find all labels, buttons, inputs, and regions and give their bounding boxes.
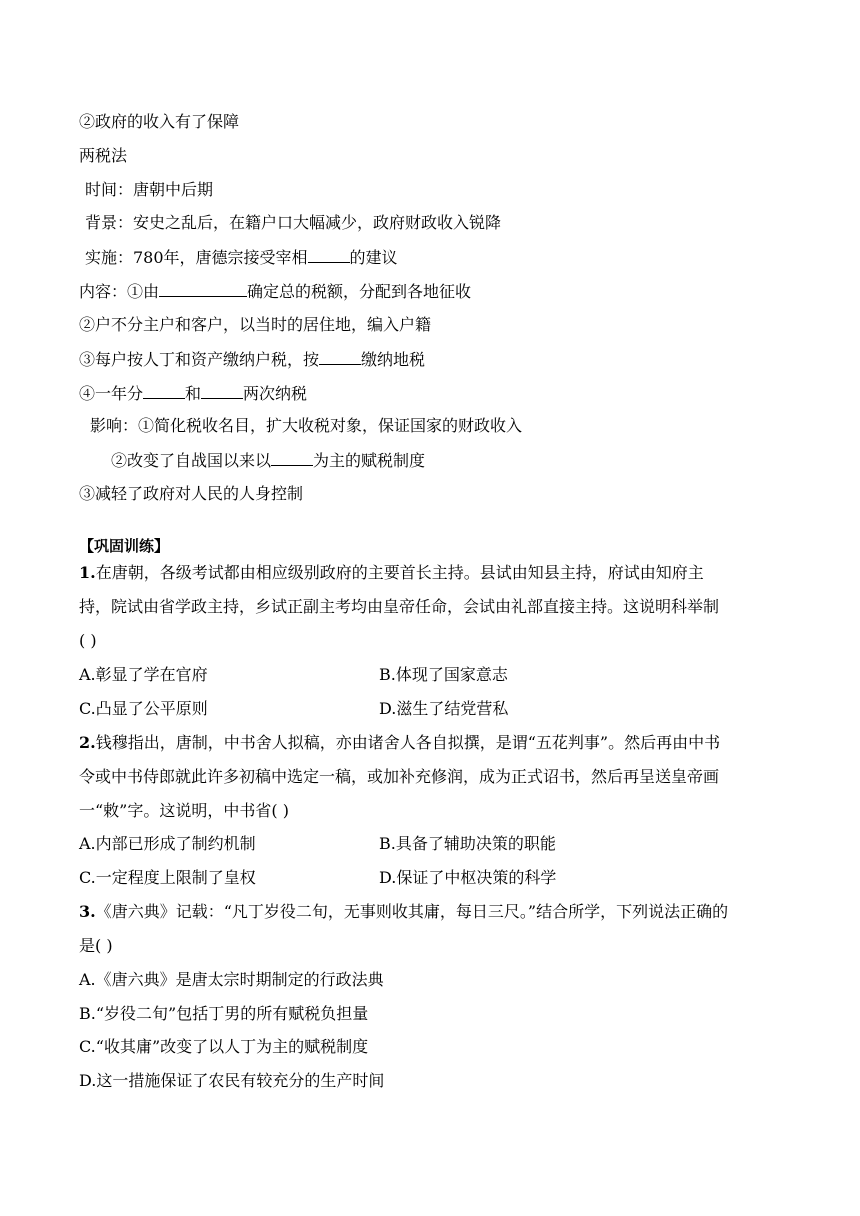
option-a: A.彰显了学在官府 — [79, 665, 208, 684]
option-b: B.体现了国家意志 — [379, 665, 508, 684]
note-content-4-text: ④一年分 — [79, 384, 144, 403]
note-effect-2-text-end: 为主的赋税制度 — [313, 451, 426, 470]
note-effect-2-text: ②改变了自战国以来以 — [111, 451, 272, 470]
note-effect-2 — [111, 449, 425, 472]
fill-blank — [143, 382, 185, 399]
question-3-option-c: C.“收其庸”改变了以人丁为主的赋税制度 — [79, 1037, 369, 1056]
note-effect-1: 影响：①简化税收名目，扩大收税对象，保证国家的财政收入 — [90, 416, 523, 435]
note-content-4 — [79, 382, 307, 405]
note-implementation-text-end: 的建议 — [349, 248, 398, 267]
note-content-4-text-end: 两次纳税 — [243, 384, 308, 403]
note-implementation-text: 实施：780年，唐德宗接受宰相 — [85, 248, 308, 267]
question-3-line-2: 是( ) — [79, 936, 113, 955]
option-d: D.滋生了结党营私 — [379, 699, 509, 718]
question-2-options-row-2 — [79, 867, 779, 889]
section-title: 【巩固训练】 — [79, 537, 170, 555]
option-d: D.保证了中枢决策的科学 — [379, 868, 557, 887]
question-2-line-1 — [79, 732, 720, 754]
question-3-option-b: B.“岁役二旬”包括丁男的所有赋税负担量 — [79, 1004, 369, 1023]
note-effect-3: ③减轻了政府对人民的人身控制 — [79, 484, 304, 503]
question-2-line-2: 令或中书侍郎就此许多初稿中选定一稿，或加补充修润，成为正式诏书，然后再呈送皇帝画 — [79, 767, 720, 786]
note-content-1-text: 内容：①由 — [79, 282, 160, 301]
note-content-3-text: ③每户按人丁和资产缴纳户税，按 — [79, 350, 320, 369]
question-number: 1. — [79, 563, 96, 582]
question-text: 在唐朝，各级考试都由相应级别政府的主要首长主持。县试由知县主持，府试由知府主 — [95, 563, 704, 582]
fill-blank — [271, 449, 313, 466]
question-number: 2. — [79, 733, 96, 752]
note-implementation — [85, 246, 398, 269]
note-line-1: ②政府的收入有了保障 — [79, 112, 240, 131]
question-3-line-1 — [79, 901, 728, 923]
note-content-4-text-mid: 和 — [185, 384, 202, 403]
note-time: 时间：唐朝中后期 — [85, 180, 214, 199]
note-content-3 — [79, 348, 425, 371]
option-c: C.凸显了公平原则 — [79, 699, 208, 718]
note-content-1-text-end: 确定总的税额，分配到各地征收 — [247, 282, 472, 301]
question-1-line-1 — [79, 562, 704, 584]
question-text: 钱穆指出，唐制，中书舍人拟稿，亦由诸舍人各自拟撰，是谓“五花判事”。然后再由中书 — [95, 733, 721, 752]
fill-blank — [159, 280, 247, 297]
option-c: C.一定程度上限制了皇权 — [79, 868, 256, 887]
note-content-2: ②户不分主户和客户，以当时的居住地，编入户籍 — [79, 315, 432, 334]
question-number: 3. — [79, 902, 96, 921]
option-a: A.内部已形成了制约机制 — [79, 834, 256, 853]
question-1-line-3: ( ) — [79, 631, 97, 650]
question-2-line-3: 一“敕”字。这说明，中书省( ) — [79, 801, 289, 820]
note-heading-two-tax-law: 两税法 — [79, 146, 128, 165]
question-3-option-a: A.《唐六典》是唐太宗时期制定的行政法典 — [79, 970, 384, 989]
question-1-line-2: 持，院试由省学政主持，乡试正副主考均由皇帝任命，会试由礼部直接主持。这说明科举制 — [79, 597, 720, 616]
note-content-1 — [79, 280, 471, 303]
fill-blank — [308, 246, 350, 263]
question-3-option-d: D.这一措施保证了农民有较充分的生产时间 — [79, 1071, 385, 1090]
question-1-options-row-1 — [79, 664, 779, 686]
question-text: 《唐六典》记载：“凡丁岁役二旬，无事则收其庸，每日三尺。”结合所学，下列说法正确的 — [95, 902, 729, 921]
note-background: 背景：安史之乱后，在籍户口大幅减少，政府财政收入锐降 — [85, 213, 502, 232]
fill-blank — [201, 382, 243, 399]
question-2-options-row-1 — [79, 833, 779, 855]
option-b: B.具备了辅助决策的职能 — [379, 834, 556, 853]
fill-blank — [319, 348, 361, 365]
question-1-options-row-2 — [79, 698, 779, 720]
note-content-3-text-end: 缴纳地税 — [361, 350, 426, 369]
